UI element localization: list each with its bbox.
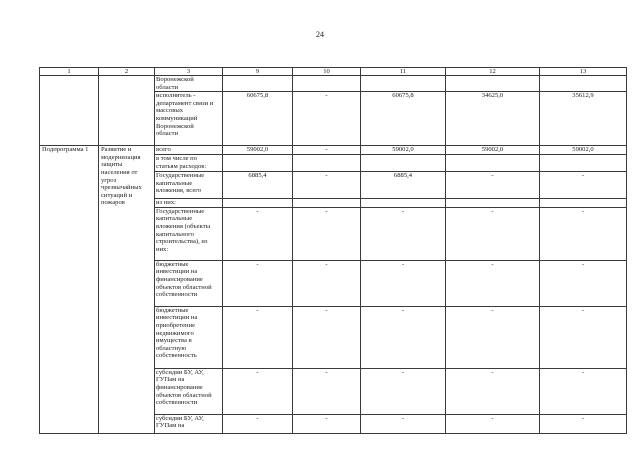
row-description: Государственные капитальные вложения (объекты капитального строительства), из них: bbox=[155, 207, 223, 260]
header-col-1: 1 bbox=[40, 68, 99, 76]
value-col-9 bbox=[223, 155, 293, 172]
value-col-11: 60675,8 bbox=[361, 92, 446, 146]
header-row bbox=[40, 68, 627, 76]
value-col-10: - bbox=[293, 172, 361, 199]
value-col-11: - bbox=[361, 207, 446, 260]
subprogram-name: Развитие и модернизация защиты населения от угроз чрезвычайных ситуаций и пожаров bbox=[99, 146, 155, 434]
value-col-12: - bbox=[446, 306, 540, 368]
value-col-10: - bbox=[293, 368, 361, 414]
value-col-13 bbox=[540, 155, 627, 172]
row-description: всего bbox=[155, 146, 223, 155]
value-col-12 bbox=[446, 155, 540, 172]
value-col-12 bbox=[446, 76, 540, 92]
value-col-10: - bbox=[293, 306, 361, 368]
value-col-13: - bbox=[540, 172, 627, 199]
value-col-13: - bbox=[540, 260, 627, 306]
value-col-13 bbox=[540, 76, 627, 92]
row-description: в том числе по статьям расходов: bbox=[155, 155, 223, 172]
value-col-10: - bbox=[293, 260, 361, 306]
value-col-12: - bbox=[446, 414, 540, 433]
header-col-2: 2 bbox=[99, 68, 155, 76]
value-col-9: - bbox=[223, 260, 293, 306]
table-row bbox=[40, 76, 627, 92]
value-col-13: - bbox=[540, 368, 627, 414]
value-col-10: - bbox=[293, 146, 361, 155]
header-col-12: 12 bbox=[446, 68, 540, 76]
header-col-11: 11 bbox=[361, 68, 446, 76]
value-col-9: 60675,8 bbox=[223, 92, 293, 146]
empty-cell bbox=[99, 76, 155, 146]
value-col-12 bbox=[446, 199, 540, 208]
row-description: бюджетные инвестиции на финансирование объектов областной собственности bbox=[155, 260, 223, 306]
row-description: субсидии БУ, АУ, ГУПам на финансирование объектов областной собственности bbox=[155, 368, 223, 414]
value-col-10: - bbox=[293, 92, 361, 146]
value-col-9 bbox=[223, 199, 293, 208]
table-row bbox=[40, 146, 627, 155]
value-col-12: 59002,0 bbox=[446, 146, 540, 155]
row-description: Государственные капитальные вложения, всего bbox=[155, 172, 223, 199]
value-col-11: - bbox=[361, 368, 446, 414]
value-col-10 bbox=[293, 155, 361, 172]
value-col-11: - bbox=[361, 260, 446, 306]
value-col-11: - bbox=[361, 306, 446, 368]
row-description: исполнитель - департамент связи и массовых коммуникаций Воронежской области bbox=[155, 92, 223, 146]
value-col-11: - bbox=[361, 414, 446, 433]
value-col-11 bbox=[361, 76, 446, 92]
value-col-11: 6885,4 bbox=[361, 172, 446, 199]
value-col-13: - bbox=[540, 414, 627, 433]
value-col-11 bbox=[361, 199, 446, 208]
row-description: Воронежской области bbox=[155, 76, 223, 92]
header-col-3: 3 bbox=[155, 68, 223, 76]
row-description: субсидии БУ, АУ, ГУПам на bbox=[155, 414, 223, 433]
value-col-12: - bbox=[446, 260, 540, 306]
value-col-9: - bbox=[223, 306, 293, 368]
empty-cell bbox=[40, 76, 99, 146]
value-col-12: - bbox=[446, 368, 540, 414]
header-col-13: 13 bbox=[540, 68, 627, 76]
budget-table bbox=[39, 67, 627, 434]
subprogram-label: Подпрограмма 1 bbox=[40, 146, 99, 434]
header-col-10: 10 bbox=[293, 68, 361, 76]
value-col-9: - bbox=[223, 207, 293, 260]
row-description: из них: bbox=[155, 199, 223, 208]
value-col-10: - bbox=[293, 414, 361, 433]
value-col-9 bbox=[223, 76, 293, 92]
page-number: 24 bbox=[316, 30, 324, 39]
value-col-9: 6885,4 bbox=[223, 172, 293, 199]
value-col-13 bbox=[540, 199, 627, 208]
value-col-9: - bbox=[223, 368, 293, 414]
value-col-9: 59002,0 bbox=[223, 146, 293, 155]
value-col-12: - bbox=[446, 172, 540, 199]
value-col-10: - bbox=[293, 207, 361, 260]
value-col-11: 59002,0 bbox=[361, 146, 446, 155]
value-col-10 bbox=[293, 199, 361, 208]
value-col-9: - bbox=[223, 414, 293, 433]
row-description: бюджетные инвестиции на приобретение недвижимого имущества в областную собственность bbox=[155, 306, 223, 368]
value-col-13: 59002,0 bbox=[540, 146, 627, 155]
value-col-10 bbox=[293, 76, 361, 92]
value-col-13: - bbox=[540, 207, 627, 260]
value-col-13: - bbox=[540, 306, 627, 368]
value-col-12: 34625,0 bbox=[446, 92, 540, 146]
value-col-11 bbox=[361, 155, 446, 172]
value-col-13: 35612,9 bbox=[540, 92, 627, 146]
header-col-9: 9 bbox=[223, 68, 293, 76]
value-col-12: - bbox=[446, 207, 540, 260]
